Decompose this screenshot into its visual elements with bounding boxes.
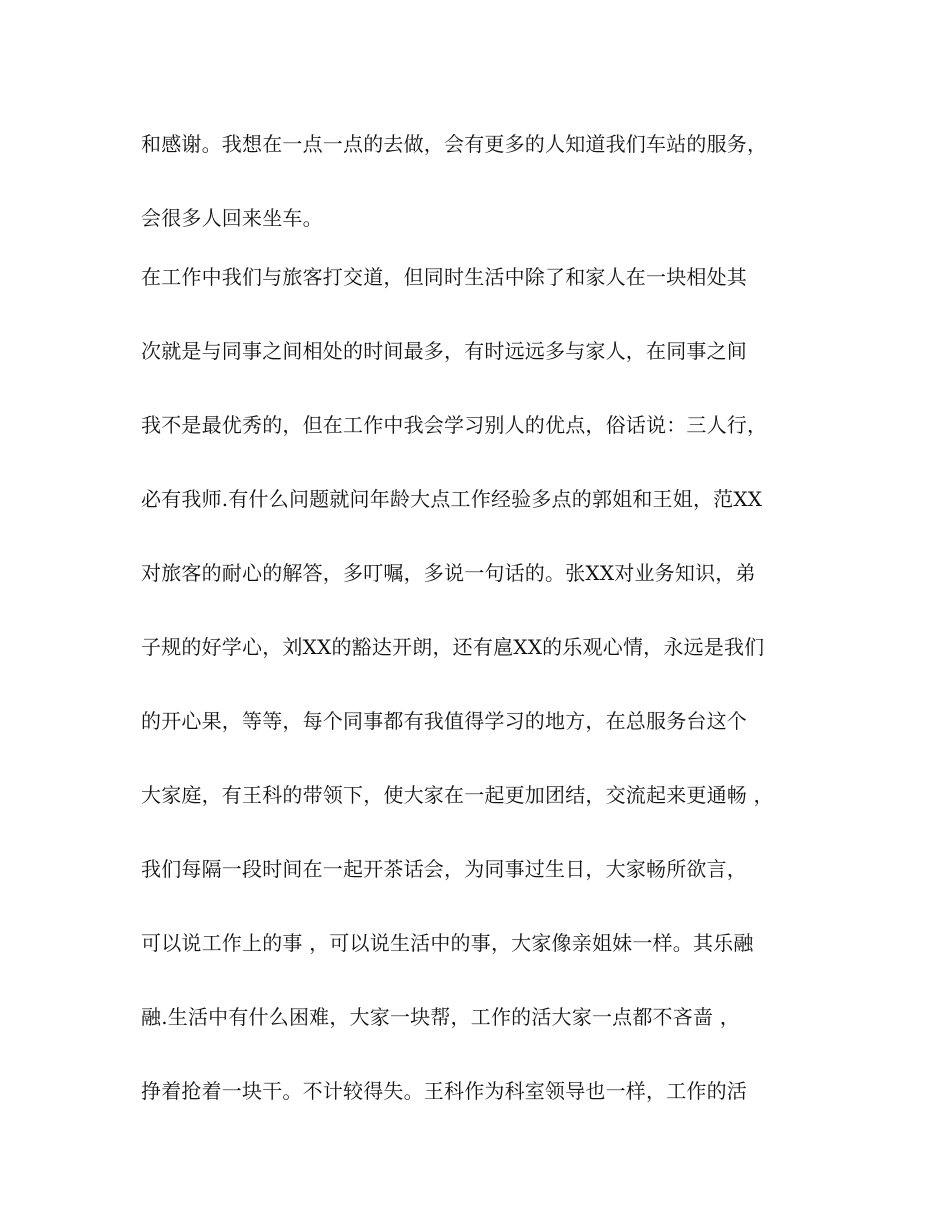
text-line: 必有我师.有什么问题就问年龄大点工作经验多点的郭姐和王姐，范XX bbox=[141, 487, 763, 511]
text-line: 我不是最优秀的，但在工作中我会学习别人的优点，俗话说：三人行， bbox=[141, 413, 768, 437]
text-line: 和感谢。我想在一点一点的去做，会有更多的人知道我们车站的服务， bbox=[141, 132, 768, 156]
text-line: 在工作中我们与旅客打交道，但同时生活中除了和家人在一块相处其 bbox=[141, 265, 747, 289]
text-line: 大家庭，有王科的带领下，使大家在一起更加团结，交流起来更通畅 ， bbox=[141, 783, 774, 807]
text-line: 的开心果，等等，每个同事都有我值得学习的地方，在总服务台这个 bbox=[141, 709, 747, 733]
text-line: 次就是与同事之间相处的时间最多，有时远远多与家人，在同事之间 bbox=[141, 339, 747, 363]
text-line: 子规的好学心，刘XX的豁达开朗，还有扈XX的乐观心情，永远是我们 bbox=[141, 635, 765, 659]
text-line: 对旅客的耐心的解答，多叮嘱，多说一句话的。张XX对业务知识，弟 bbox=[141, 561, 756, 585]
text-line: 我们每隔一段时间在一起开茶话会，为同事过生日，大家畅所欲言， bbox=[141, 857, 747, 881]
text-line: 可以说工作上的事 ，可以说生活中的事，大家像亲姐妹一样。其乐融 bbox=[141, 931, 754, 955]
text-line: 挣着抢着一块干。不计较得失。王科作为科室领导也一样，工作的活 bbox=[141, 1079, 747, 1103]
text-line: 融.生活中有什么困难，大家一块帮，工作的活大家一点都不吝啬 ， bbox=[141, 1005, 740, 1029]
text-line: 会很多人回来坐车。 bbox=[141, 206, 323, 230]
